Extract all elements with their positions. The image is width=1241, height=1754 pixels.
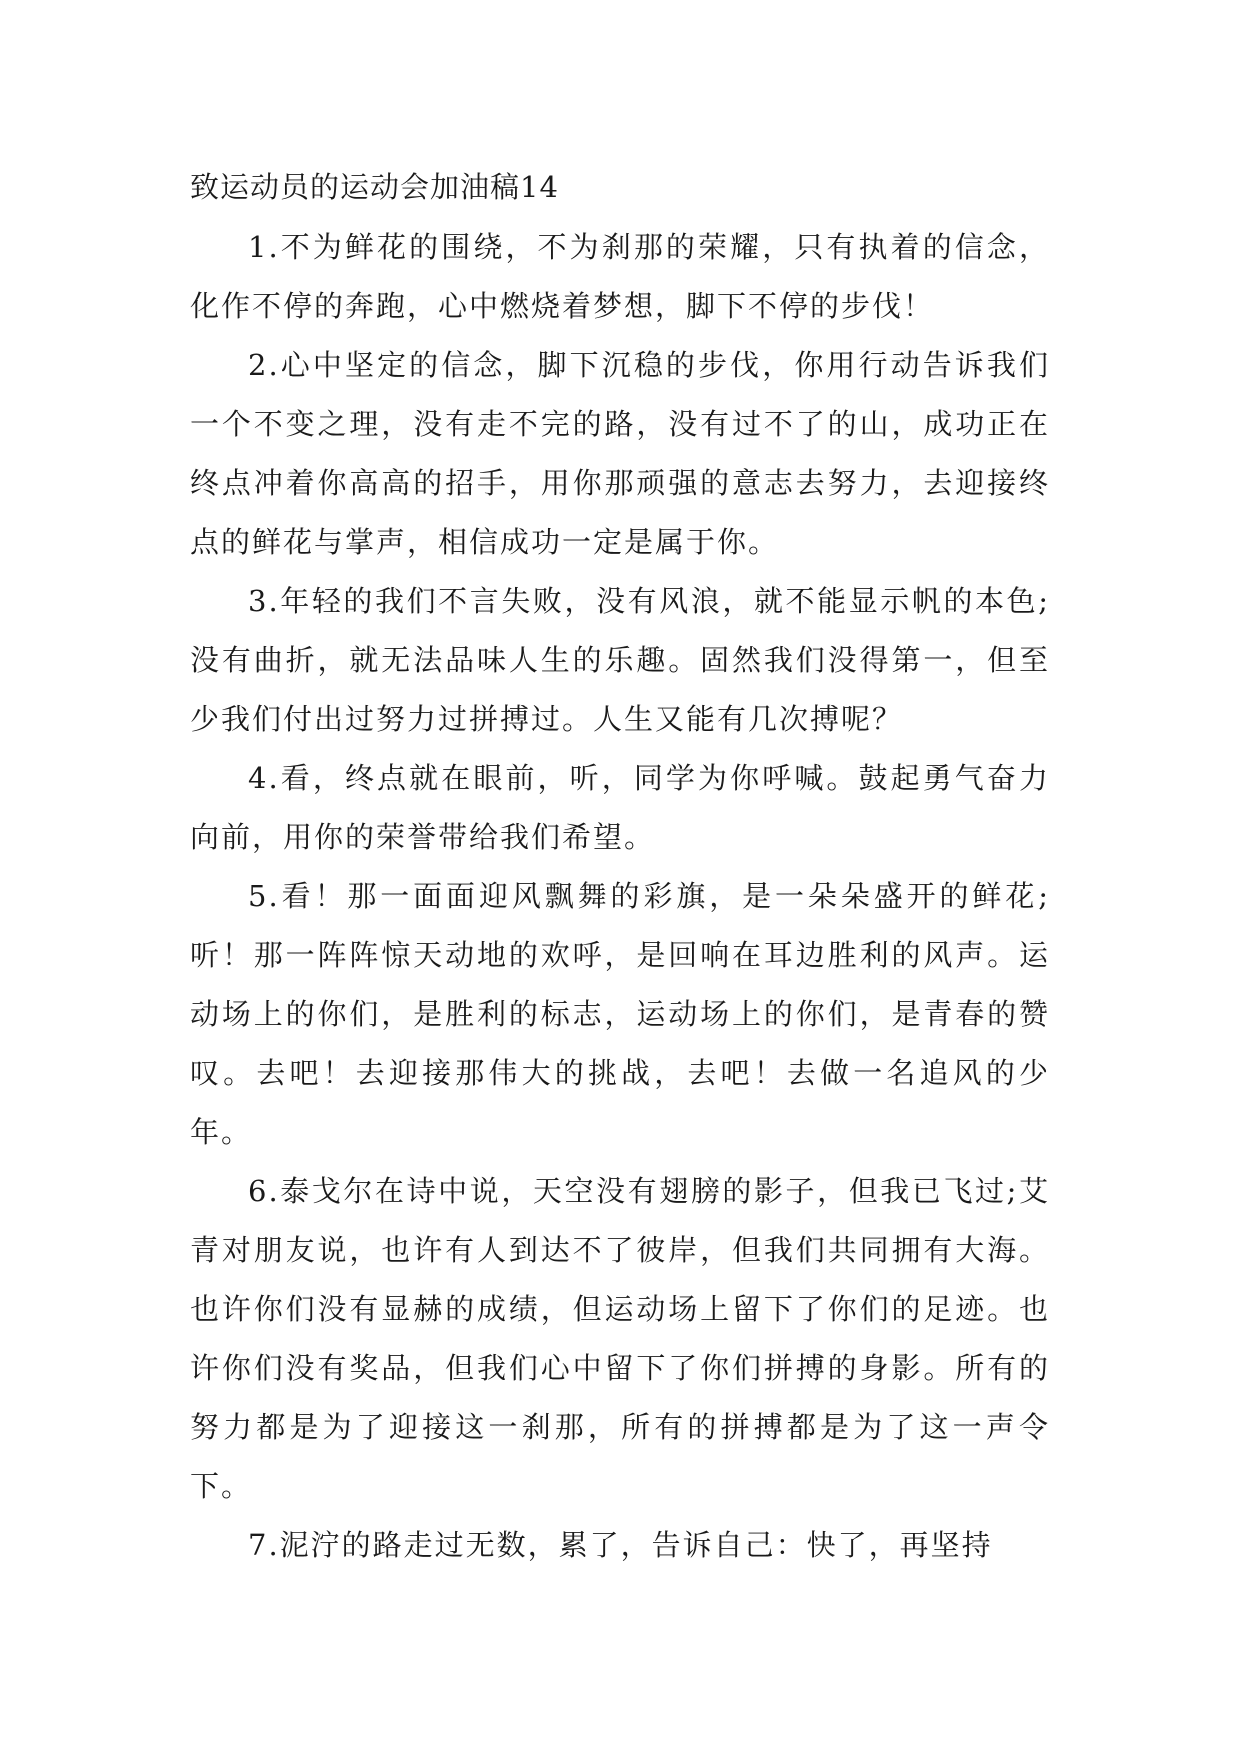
paragraph-7: 7.泥泞的路走过无数，累了，告诉自己：快了，再坚持: [248, 1528, 993, 1562]
document-page: [190, 160, 1050, 1575]
paragraph-4: 4.看，终点就在眼前，听，同学为你呼喊。鼓起勇气奋力向前，用你的荣誉带给我们希望。: [190, 761, 1050, 854]
paragraph-6: 6.泰戈尔在诗中说，天空没有翅膀的影子，但我已飞过;艾青对朋友说，也许有人到达不了彼岸，但我们共同拥有大海。也许你们没有显赫的成绩，但运动场上留下了你们的足迹。也许你们没有奖品，但我们心中留下了你们拼搏的身影。所有的努力都是为了迎接这一刹那，所有的拼搏都是为了这一声令下。: [190, 1174, 1050, 1503]
document-title: 致运动员的运动会加油稿14: [190, 170, 559, 204]
paragraph-1: 1.不为鲜花的围绕，不为刹那的荣耀，只有执着的信念，化作不停的奔跑，心中燃烧着梦想，脚下不停的步伐！: [190, 230, 1050, 323]
paragraph-2: 2.心中坚定的信念，脚下沉稳的步伐，你用行动告诉我们一个不变之理，没有走不完的路，没有过不了的山，成功正在终点冲着你高高的招手，用你那顽强的意志去努力，去迎接终点的鲜花与掌声，相信成功一定是属于你。: [190, 348, 1050, 559]
paragraph-5: 5.看！那一面面迎风飘舞的彩旗，是一朵朵盛开的鲜花;听！那一阵阵惊天动地的欢呼，是回响在耳边胜利的风声。运动场上的你们，是胜利的标志，运动场上的你们，是青春的赞叹。去吧！去迎接那伟大的挑战，去吧！去做一名追风的少年。: [190, 879, 1050, 1149]
paragraph-3: 3.年轻的我们不言失败，没有风浪，就不能显示帆的本色;没有曲折，就无法品味人生的乐趣。固然我们没得第一，但至少我们付出过努力过拼搏过。人生又能有几次搏呢？: [190, 584, 1050, 736]
